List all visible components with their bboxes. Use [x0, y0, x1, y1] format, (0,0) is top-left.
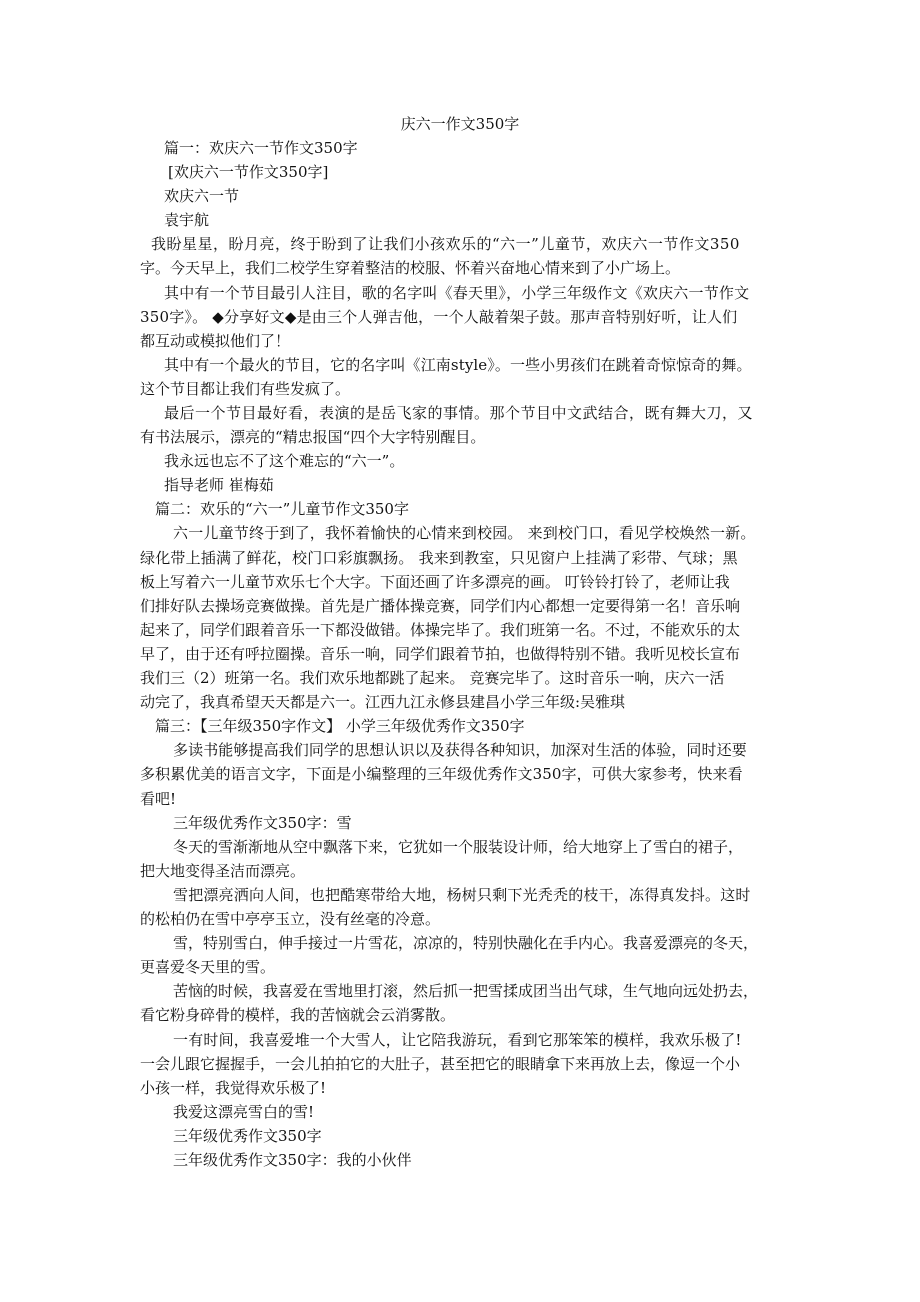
paragraph-line: 动完了，我真希望天天都是六一。江西九江永修县建昌小学三年级:吴雅琪 — [140, 693, 626, 711]
author: 袁宇航 — [164, 211, 210, 229]
paragraph-line: 六一儿童节终于到了，我怀着愉快的心情来到校园。 来到校门口，看见学校焕然一新。 — [173, 524, 756, 542]
paragraph-line: 的松柏仍在雪中亭亭玉立，没有丝毫的冷意。 — [140, 910, 441, 928]
paragraph-line: 这个节目都让我们有些发疯了。 — [140, 380, 351, 398]
paragraph-line: 我们三（2）班第一名。我们欢乐地都跳了起来。 竞赛完毕了。这时音乐一响，庆六一活 — [140, 669, 725, 687]
essay-title: 欢庆六一节 — [164, 187, 240, 205]
paragraph-line: 其中有一个节目最引人注目，歌的名字叫《春天里》，小学三年级作文《欢庆六一节作文 — [164, 284, 750, 302]
paragraph-line: 起来了，同学们跟着音乐一下都没做错。体操完毕了。我们班第一名。不过，不能欢乐的太 — [140, 621, 741, 639]
teacher-credit: 指导老师 崔梅茹 — [164, 476, 274, 494]
paragraph-line: 多积累优美的语言文字，下面是小编整理的三年级优秀作文350字，可供大家参考，快来看 — [140, 765, 743, 783]
paragraph-line: 雪把漂亮洒向人间，也把酷寒带给大地，杨树只剩下光秃秃的枝干，冻得真发抖。这时 — [173, 886, 751, 904]
paragraph-line: 350字》。 ◆分享好文◆是由三个人弹吉他，一个人敲着架子鼓。那声音特别好听，让人们 — [140, 308, 738, 326]
paragraph-line: 字。今天早上，我们二校学生穿着整洁的校服、怀着兴奋地心情来到了小广场上。 — [140, 259, 681, 277]
paragraph-line: 其中有一个最火的节目，它的名字叫《江南style》。一些小男孩们在跳着奇惊惊奇的舞。 — [164, 356, 752, 374]
essay-title: 三年级优秀作文350字：我的小伙伴 — [173, 1151, 412, 1169]
paragraph-line: 都互动或模拟他们了！ — [140, 332, 291, 350]
document-title: 庆六一作文350字 — [400, 115, 520, 133]
paragraph-line: 把大地变得圣洁而漂亮。 — [140, 862, 306, 880]
paragraph-line: 一有时间，我喜爱堆一个大雪人，让它陪我游玩，看到它那笨笨的模样，我欢乐极了! — [173, 1031, 742, 1049]
essay-title: 三年级优秀作文350字：雪 — [173, 814, 352, 832]
paragraph-line: 一会儿跟它握握手，一会儿拍拍它的大肚子，甚至把它的眼睛拿下来再放上去，像逗一个小 — [140, 1055, 741, 1073]
paragraph-line: 我永远也忘不了这个难忘的“六一”。 — [164, 452, 405, 470]
essay-title: 三年级优秀作文350字 — [173, 1127, 322, 1145]
subheading: [欢庆六一节作文350字] — [168, 163, 329, 181]
paragraph-line: 我盼星星，盼月亮，终于盼到了让我们小孩欢乐的“六一”儿童节，欢庆六一节作文350 — [151, 235, 740, 253]
paragraph-line: 我爱这漂亮雪白的雪! — [173, 1103, 315, 1121]
paragraph-line: 苦恼的时候，我喜爱在雪地里打滚，然后抓一把雪揉成团当出气球，生气地向远处扔去， — [173, 982, 759, 1000]
paragraph-line: 最后一个节目最好看，表演的是岳飞家的事情。那个节目中文武结合，既有舞大刀，又 — [164, 404, 754, 422]
paragraph-line: 们排好队去操场竞赛做操。首先是广播体操竞赛，同学们内心都想一定要得第一名！音乐响 — [140, 597, 741, 615]
paragraph-line: 有书法展示，漂亮的“精忠报国“四个大字特别醒目。 — [140, 428, 486, 446]
paragraph-line: 更喜爱冬天里的雪。 — [140, 958, 276, 976]
paragraph-line: 板上写着六一儿童节欢乐七个大字。下面还画了许多漂亮的画。 叮铃铃打铃了，老师让我 — [140, 573, 730, 591]
paragraph-line: 小孩一样，我觉得欢乐极了! — [140, 1079, 327, 1097]
paragraph-line: 绿化带上插满了鲜花，校门口彩旗飘扬。 我来到教室，只见窗户上挂满了彩带、气球；黑 — [140, 549, 738, 567]
paragraph-line: 雪，特别雪白，伸手接过一片雪花，凉凉的，特别快融化在手内心。我喜爱漂亮的冬天， — [173, 934, 759, 952]
paragraph-line: 早了，由于还有呼拉圈操。音乐一响，同学们跟着节拍，也做得特别不错。我听见校长宣布 — [140, 645, 741, 663]
section-heading: 篇一：欢庆六一节作文350字 — [164, 139, 358, 157]
paragraph-line: 冬天的雪渐渐地从空中飘落下来，它犹如一个服装设计师，给大地穿上了雪白的裙子， — [173, 838, 744, 856]
section-heading: 篇二：欢乐的“六一”儿童节作文350字 — [155, 500, 409, 518]
paragraph-line: 看吧! — [140, 790, 177, 808]
paragraph-line: 看它粉身碎骨的模样，我的苦恼就会云消雾散。 — [140, 1006, 456, 1024]
paragraph-line: 多读书能够提高我们同学的思想认识以及获得各种知识，加深对生活的体验，同时还要 — [173, 741, 747, 759]
section-heading: 篇三：【三年级350字作文】 小学三年级优秀作文350字 — [155, 717, 525, 735]
